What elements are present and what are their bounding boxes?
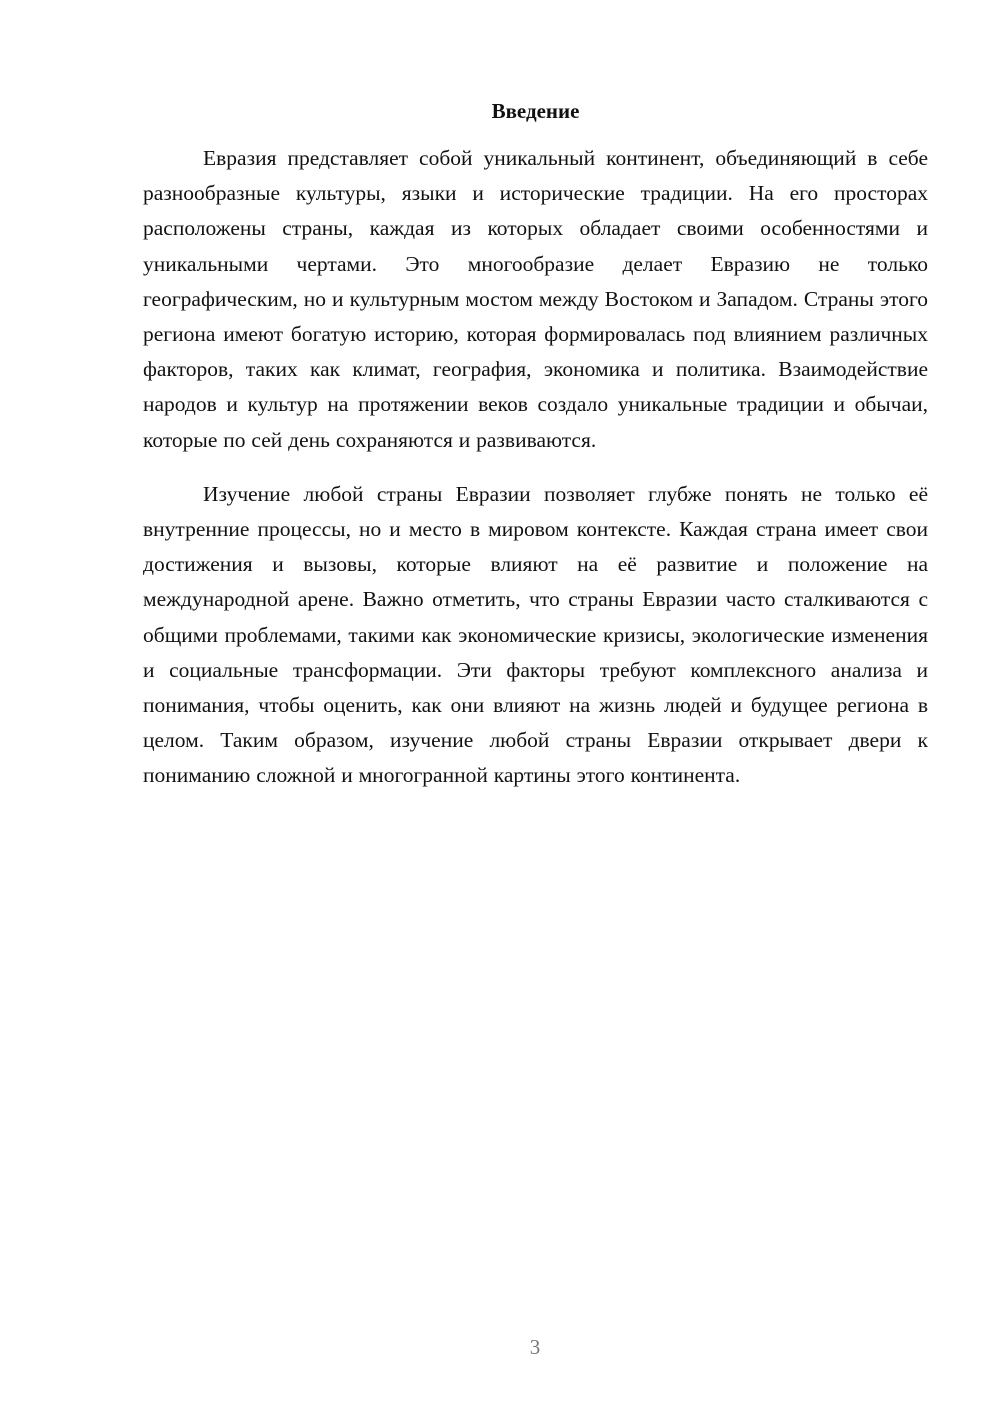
page-number: 3: [529, 1335, 541, 1359]
page-title: Введение: [491, 99, 580, 123]
document-body: [143, 141, 928, 794]
paragraph-2: Изучение любой страны Евразии позволяет глубже понять не только её внутренние процессы, но и место в мировом контексте. Каждая страна имеет свои достижения и вызовы, которые влияют на её развитие и положение на международной арене. Важно отметить, что страны Евразии часто сталкиваются с общими проблемами, такими как экономические кризисы, экологические изменения и социальные трансформации. Эти факторы требуют комплексного анализа и понимания, чтобы оценить, как они влияют на жизнь людей и будущее региона в целом. Таким образом, изучение любой страны Евразии открывает двери к пониманию сложной и многогранной картины этого континента.: [143, 481, 928, 788]
paragraph-1: Евразия представляет собой уникальный континент, объединяющий в себе разнообразные культуры, языки и исторические традиции. На его просторах расположены страны, каждая из которых обладает своими особенностями и уникальными чертами. Это многообразие делает Евразию не только географическим, но и культурным мостом между Востоком и Западом. Страны этого региона имеют богатую историю, которая формировалась под влиянием различных факторов, таких как климат, география, экономика и политика. Взаимодействие народов и культур на протяжении веков создало уникальные традиции и обычаи, которые по сей день сохраняются и развиваются.: [143, 146, 928, 452]
